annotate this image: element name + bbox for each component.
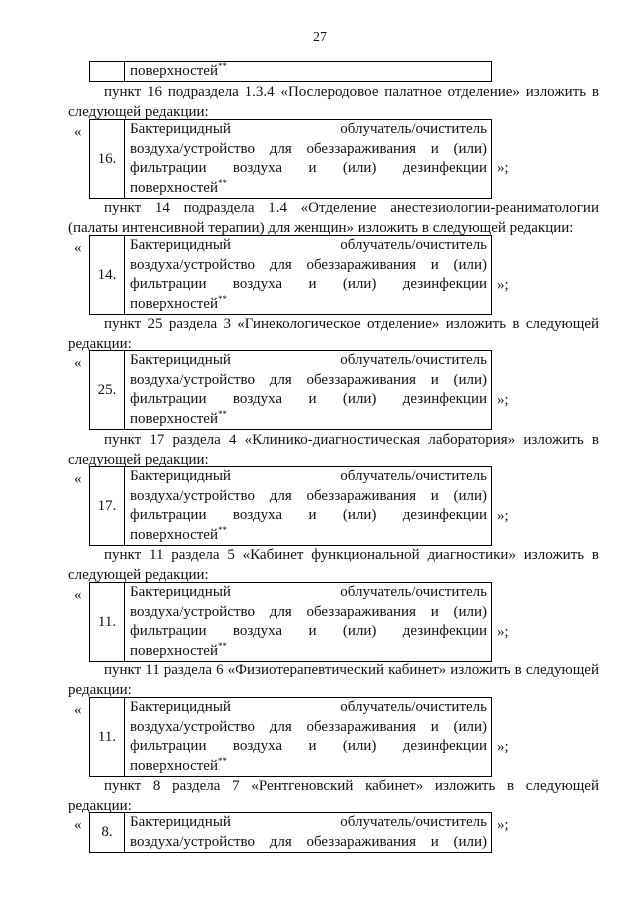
item-line: фильтрации воздуха и (или) дезинфекции [130, 738, 487, 754]
item-number: 17. [90, 467, 125, 545]
item-line: Бактерицидный облучатель/очиститель [130, 352, 487, 368]
table-text-cell [125, 62, 491, 81]
item-line: Бактерицидный облучатель/очиститель [130, 468, 487, 484]
section-intro: пункт 11 раздела 5 «Кабинет функциональной диагностики» изложить в следующей редакции: [68, 547, 599, 583]
open-quote: « [74, 702, 82, 718]
item-text-cell [125, 698, 491, 776]
open-quote: « [74, 471, 82, 487]
item-line: воздуха/устройство для обеззараживания и (или) [130, 256, 487, 273]
amendment-table [89, 697, 492, 777]
footnote-mark: ** [217, 408, 227, 419]
close-quote: »; [497, 392, 509, 408]
item-text-cell [125, 467, 491, 545]
section-intro: пункт 14 подраздела 1.4 «Отделение анестезиологии-реаниматологии (палаты интенсивной терапии) для женщин» изложить в следующей редакции: [68, 200, 599, 236]
close-quote: »; [497, 277, 509, 293]
item-line: воздуха/устройство для обеззараживания и (или) [130, 487, 487, 504]
item-line: Бактерицидный облучатель/очиститель [130, 699, 487, 715]
footnote-mark: ** [217, 524, 227, 535]
item-line: фильтрации воздуха и (или) дезинфекции [130, 160, 487, 176]
amendment-table [89, 812, 492, 853]
close-quote: »; [497, 160, 509, 176]
close-quote: »; [497, 508, 509, 524]
item-line: фильтрации воздуха и (или) дезинфекции [130, 276, 487, 292]
footnote-mark: ** [217, 640, 227, 651]
item-line: воздуха/устройство для обеззараживания и (или) [130, 140, 487, 157]
item-line: фильтрации воздуха и (или) дезинфекции [130, 623, 487, 639]
section-intro: пункт 16 подраздела 1.3.4 «Послеродовое палатное отделение» изложить в следующей редакции: [68, 84, 599, 120]
close-quote: »; [497, 817, 509, 833]
page-number: 27 [313, 30, 327, 45]
item-line: воздуха/устройство для обеззараживания и (или) [130, 371, 487, 388]
item-text-cell [125, 583, 491, 661]
close-quote: »; [497, 624, 509, 640]
item-line: воздуха/устройство для обеззараживания и (или) [130, 718, 487, 735]
amendment-table [89, 119, 492, 199]
open-quote: « [74, 124, 82, 140]
amendment-table [89, 350, 492, 430]
item-text-cell [125, 120, 491, 198]
close-quote: »; [497, 739, 509, 755]
open-quote: « [74, 240, 82, 256]
section-intro: пункт 25 раздела 3 «Гинекологическое отделение» изложить в следующей редакции: [68, 316, 599, 352]
item-text-cell [125, 236, 491, 314]
item-text-cell [125, 351, 491, 429]
open-quote: « [74, 355, 82, 371]
section-intro: пункт 17 раздела 4 «Клинико-диагностическая лаборатория» изложить в следующей редакции: [68, 432, 599, 468]
item-line: поверхностей [130, 179, 218, 196]
section-intro: пункт 11 раздела 6 «Физиотерапевтический кабинет» изложить в следующей редакции: [68, 662, 599, 698]
open-quote: « [74, 817, 82, 833]
item-line: Бактерицидный облучатель/очиститель [130, 584, 487, 600]
item-line: поверхностей [130, 642, 218, 659]
item-line: поверхностей [130, 295, 218, 312]
item-number: 11. [90, 698, 125, 776]
item-line: воздуха/устройство для обеззараживания и (или) [130, 833, 487, 850]
item-line: поверхностей [130, 410, 218, 427]
item-text-cell [125, 813, 491, 852]
footnote-mark: ** [217, 293, 227, 304]
item-number: 16. [90, 120, 125, 198]
item-line: фильтрации воздуха и (или) дезинфекции [130, 507, 487, 523]
item-line: поверхностей [130, 526, 218, 543]
item-line: фильтрации воздуха и (или) дезинфекции [130, 391, 487, 407]
item-line: Бактерицидный облучатель/очиститель [130, 237, 487, 253]
item-text: поверхностей [130, 63, 218, 79]
section-intro: пункт 8 раздела 7 «Рентгеновский кабинет» изложить в следующей редакции: [68, 778, 599, 814]
item-line: поверхностей [130, 757, 218, 774]
item-number: 11. [90, 583, 125, 661]
item-number: 14. [90, 236, 125, 314]
amendment-table [89, 582, 492, 662]
footnote-mark: ** [217, 755, 227, 766]
footnote-mark: ** [217, 61, 227, 71]
footnote-mark: ** [217, 177, 227, 188]
open-quote: « [74, 587, 82, 603]
item-line: воздуха/устройство для обеззараживания и (или) [130, 603, 487, 620]
item-number: 8. [90, 813, 125, 852]
amendment-table [89, 235, 492, 315]
item-line: Бактерицидный облучатель/очиститель [130, 814, 487, 830]
amendment-table [89, 466, 492, 546]
item-number: 25. [90, 351, 125, 429]
item-line: Бактерицидный облучатель/очиститель [130, 121, 487, 137]
table-fragment [89, 61, 492, 82]
table-number-cell [90, 62, 125, 81]
